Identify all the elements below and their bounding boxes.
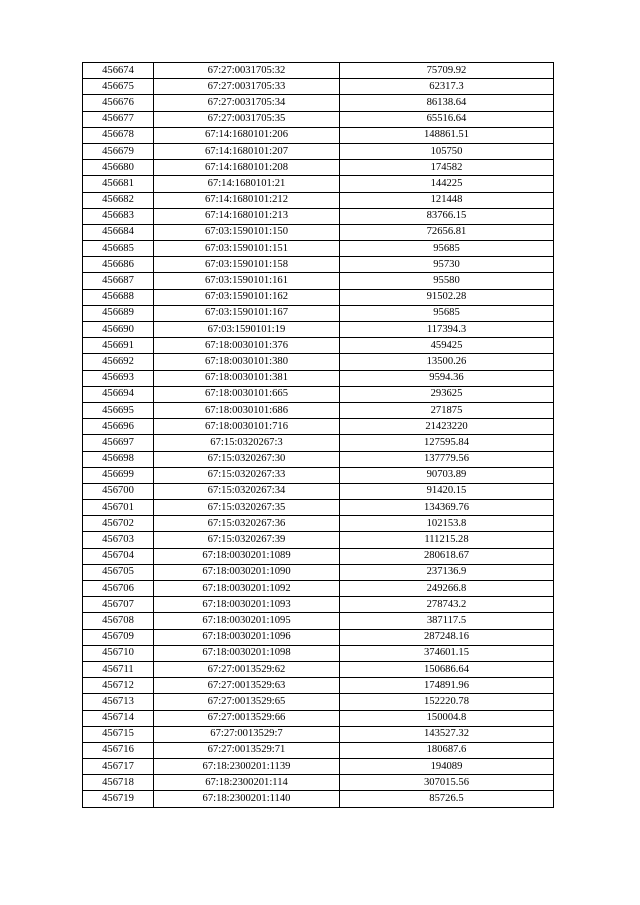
- table-row: [83, 192, 554, 208]
- value-cell: 459425: [340, 338, 554, 354]
- cadastral-number-cell: 67:27:0013529:62: [154, 661, 340, 677]
- cadastral-number-cell: 67:14:1680101:212: [154, 192, 340, 208]
- cadastral-number-cell: 67:27:0031705:34: [154, 95, 340, 111]
- value-cell: 148861.51: [340, 127, 554, 143]
- table-row: [83, 645, 554, 661]
- table-row: [83, 548, 554, 564]
- cadastral-value-table: [82, 62, 554, 808]
- row-number-cell: 456717: [83, 759, 154, 775]
- cadastral-number-cell: 67:14:1680101:206: [154, 127, 340, 143]
- row-number-cell: 456697: [83, 435, 154, 451]
- table-row: [83, 370, 554, 386]
- value-cell: 387117.5: [340, 613, 554, 629]
- row-number-cell: 456693: [83, 370, 154, 386]
- cadastral-number-cell: 67:03:1590101:161: [154, 273, 340, 289]
- value-cell: 237136.9: [340, 564, 554, 580]
- cadastral-number-cell: 67:14:1680101:213: [154, 208, 340, 224]
- table-row: [83, 79, 554, 95]
- table-row: [83, 742, 554, 758]
- table-row: [83, 208, 554, 224]
- value-cell: 137779.56: [340, 451, 554, 467]
- cadastral-number-cell: 67:27:0013529:71: [154, 742, 340, 758]
- row-number-cell: 456680: [83, 160, 154, 176]
- row-number-cell: 456696: [83, 419, 154, 435]
- table-row: [83, 176, 554, 192]
- row-number-cell: 456678: [83, 127, 154, 143]
- table-row: [83, 661, 554, 677]
- cadastral-number-cell: 67:27:0013529:63: [154, 678, 340, 694]
- table-row: [83, 775, 554, 791]
- row-number-cell: 456677: [83, 111, 154, 127]
- value-cell: 62317.3: [340, 79, 554, 95]
- row-number-cell: 456691: [83, 338, 154, 354]
- value-cell: 105750: [340, 143, 554, 159]
- value-cell: 117394.3: [340, 322, 554, 338]
- table-row: [83, 160, 554, 176]
- table-row: [83, 402, 554, 418]
- cadastral-number-cell: 67:14:1680101:207: [154, 143, 340, 159]
- cadastral-number-cell: 67:03:1590101:167: [154, 305, 340, 321]
- table-row: [83, 759, 554, 775]
- value-cell: 13500.26: [340, 354, 554, 370]
- table-row: [83, 678, 554, 694]
- row-number-cell: 456716: [83, 742, 154, 758]
- row-number-cell: 456694: [83, 386, 154, 402]
- cadastral-number-cell: 67:15:0320267:33: [154, 467, 340, 483]
- cadastral-number-cell: 67:15:0320267:36: [154, 516, 340, 532]
- table-row: [83, 451, 554, 467]
- cadastral-number-cell: 67:18:0030201:1092: [154, 581, 340, 597]
- row-number-cell: 456711: [83, 661, 154, 677]
- value-cell: 127595.84: [340, 435, 554, 451]
- row-number-cell: 456687: [83, 273, 154, 289]
- value-cell: 95580: [340, 273, 554, 289]
- cadastral-number-cell: 67:27:0031705:35: [154, 111, 340, 127]
- row-number-cell: 456689: [83, 305, 154, 321]
- table-row: [83, 305, 554, 321]
- value-cell: 91502.28: [340, 289, 554, 305]
- value-cell: 180687.6: [340, 742, 554, 758]
- row-number-cell: 456676: [83, 95, 154, 111]
- cadastral-number-cell: 67:18:0030201:1089: [154, 548, 340, 564]
- table-row: [83, 257, 554, 273]
- cadastral-number-cell: 67:03:1590101:150: [154, 224, 340, 240]
- value-cell: 91420.15: [340, 483, 554, 499]
- table-row: [83, 694, 554, 710]
- cadastral-number-cell: 67:18:0030101:716: [154, 419, 340, 435]
- cadastral-number-cell: 67:14:1680101:208: [154, 160, 340, 176]
- table-row: [83, 581, 554, 597]
- value-cell: 95685: [340, 305, 554, 321]
- row-number-cell: 456701: [83, 500, 154, 516]
- table-row: [83, 629, 554, 645]
- value-cell: 121448: [340, 192, 554, 208]
- value-cell: 144225: [340, 176, 554, 192]
- row-number-cell: 456707: [83, 597, 154, 613]
- table-row: [83, 338, 554, 354]
- table-row: [83, 564, 554, 580]
- value-cell: 72656.81: [340, 224, 554, 240]
- row-number-cell: 456692: [83, 354, 154, 370]
- table-row: [83, 143, 554, 159]
- value-cell: 278743.2: [340, 597, 554, 613]
- cadastral-number-cell: 67:18:2300201:114: [154, 775, 340, 791]
- cadastral-number-cell: 67:27:0013529:65: [154, 694, 340, 710]
- table-row: [83, 241, 554, 257]
- table-row: [83, 111, 554, 127]
- row-number-cell: 456709: [83, 629, 154, 645]
- cadastral-number-cell: 67:18:2300201:1139: [154, 759, 340, 775]
- value-cell: 287248.16: [340, 629, 554, 645]
- cadastral-number-cell: 67:18:0030201:1098: [154, 645, 340, 661]
- table-row: [83, 354, 554, 370]
- value-cell: 86138.64: [340, 95, 554, 111]
- table-row: [83, 483, 554, 499]
- row-number-cell: 456700: [83, 483, 154, 499]
- cadastral-number-cell: 67:18:0030201:1096: [154, 629, 340, 645]
- value-cell: 150004.8: [340, 710, 554, 726]
- table-body: [83, 63, 554, 808]
- cadastral-number-cell: 67:15:0320267:35: [154, 500, 340, 516]
- value-cell: 271875: [340, 402, 554, 418]
- value-cell: 134369.76: [340, 500, 554, 516]
- cadastral-number-cell: 67:18:0030201:1095: [154, 613, 340, 629]
- table-row: [83, 613, 554, 629]
- value-cell: 111215.28: [340, 532, 554, 548]
- cadastral-number-cell: 67:18:0030201:1093: [154, 597, 340, 613]
- value-cell: 65516.64: [340, 111, 554, 127]
- cadastral-number-cell: 67:18:2300201:1140: [154, 791, 340, 807]
- cadastral-number-cell: 67:15:0320267:39: [154, 532, 340, 548]
- value-cell: 150686.64: [340, 661, 554, 677]
- row-number-cell: 456718: [83, 775, 154, 791]
- cadastral-number-cell: 67:03:1590101:162: [154, 289, 340, 305]
- cadastral-number-cell: 67:18:0030201:1090: [154, 564, 340, 580]
- table-row: [83, 224, 554, 240]
- table-row: [83, 127, 554, 143]
- row-number-cell: 456683: [83, 208, 154, 224]
- row-number-cell: 456675: [83, 79, 154, 95]
- row-number-cell: 456715: [83, 726, 154, 742]
- row-number-cell: 456704: [83, 548, 154, 564]
- cadastral-number-cell: 67:27:0031705:32: [154, 63, 340, 79]
- value-cell: 21423220: [340, 419, 554, 435]
- table-row: [83, 516, 554, 532]
- value-cell: 374601.15: [340, 645, 554, 661]
- cadastral-number-cell: 67:18:0030101:665: [154, 386, 340, 402]
- row-number-cell: 456684: [83, 224, 154, 240]
- row-number-cell: 456710: [83, 645, 154, 661]
- cadastral-number-cell: 67:27:0031705:33: [154, 79, 340, 95]
- cadastral-number-cell: 67:18:0030101:380: [154, 354, 340, 370]
- table-row: [83, 726, 554, 742]
- table-row: [83, 63, 554, 79]
- table-row: [83, 273, 554, 289]
- value-cell: 85726.5: [340, 791, 554, 807]
- cadastral-number-cell: 67:03:1590101:19: [154, 322, 340, 338]
- table-row: [83, 500, 554, 516]
- row-number-cell: 456674: [83, 63, 154, 79]
- row-number-cell: 456681: [83, 176, 154, 192]
- row-number-cell: 456686: [83, 257, 154, 273]
- value-cell: 90703.89: [340, 467, 554, 483]
- value-cell: 152220.78: [340, 694, 554, 710]
- row-number-cell: 456685: [83, 241, 154, 257]
- row-number-cell: 456705: [83, 564, 154, 580]
- value-cell: 83766.15: [340, 208, 554, 224]
- row-number-cell: 456703: [83, 532, 154, 548]
- cadastral-number-cell: 67:18:0030101:686: [154, 402, 340, 418]
- row-number-cell: 456719: [83, 791, 154, 807]
- table-row: [83, 532, 554, 548]
- row-number-cell: 456713: [83, 694, 154, 710]
- cadastral-number-cell: 67:03:1590101:158: [154, 257, 340, 273]
- value-cell: 174582: [340, 160, 554, 176]
- cadastral-number-cell: 67:18:0030101:381: [154, 370, 340, 386]
- value-cell: 174891.96: [340, 678, 554, 694]
- row-number-cell: 456698: [83, 451, 154, 467]
- value-cell: 102153.8: [340, 516, 554, 532]
- row-number-cell: 456690: [83, 322, 154, 338]
- table-row: [83, 322, 554, 338]
- row-number-cell: 456699: [83, 467, 154, 483]
- value-cell: 249266.8: [340, 581, 554, 597]
- value-cell: 280618.67: [340, 548, 554, 564]
- cadastral-number-cell: 67:18:0030101:376: [154, 338, 340, 354]
- row-number-cell: 456712: [83, 678, 154, 694]
- table-row: [83, 710, 554, 726]
- table-row: [83, 386, 554, 402]
- value-cell: 75709.92: [340, 63, 554, 79]
- cadastral-number-cell: 67:15:0320267:3: [154, 435, 340, 451]
- value-cell: 307015.56: [340, 775, 554, 791]
- value-cell: 143527.32: [340, 726, 554, 742]
- cadastral-number-cell: 67:15:0320267:30: [154, 451, 340, 467]
- value-cell: 95730: [340, 257, 554, 273]
- row-number-cell: 456679: [83, 143, 154, 159]
- value-cell: 95685: [340, 241, 554, 257]
- table-row: [83, 419, 554, 435]
- table-row: [83, 435, 554, 451]
- row-number-cell: 456682: [83, 192, 154, 208]
- table-row: [83, 95, 554, 111]
- table-row: [83, 597, 554, 613]
- row-number-cell: 456706: [83, 581, 154, 597]
- row-number-cell: 456702: [83, 516, 154, 532]
- cadastral-number-cell: 67:27:0013529:7: [154, 726, 340, 742]
- row-number-cell: 456695: [83, 402, 154, 418]
- cadastral-number-cell: 67:27:0013529:66: [154, 710, 340, 726]
- cadastral-number-cell: 67:14:1680101:21: [154, 176, 340, 192]
- row-number-cell: 456714: [83, 710, 154, 726]
- row-number-cell: 456708: [83, 613, 154, 629]
- row-number-cell: 456688: [83, 289, 154, 305]
- cadastral-number-cell: 67:15:0320267:34: [154, 483, 340, 499]
- value-cell: 9594.36: [340, 370, 554, 386]
- table-row: [83, 467, 554, 483]
- cadastral-number-cell: 67:03:1590101:151: [154, 241, 340, 257]
- table-row: [83, 289, 554, 305]
- value-cell: 293625: [340, 386, 554, 402]
- value-cell: 194089: [340, 759, 554, 775]
- table-row: [83, 791, 554, 807]
